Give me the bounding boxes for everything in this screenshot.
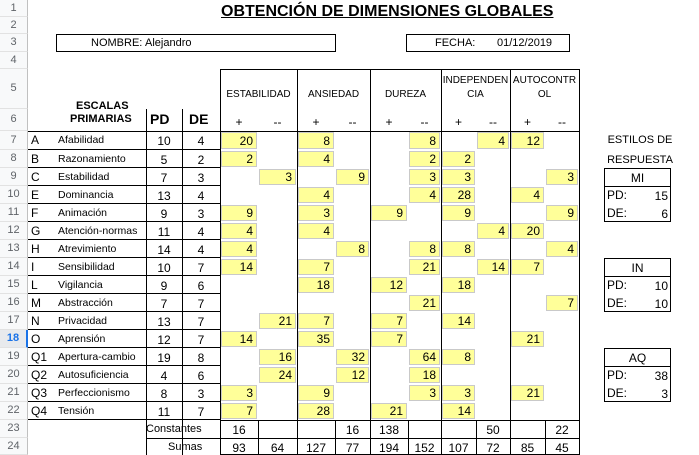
row-line [28, 185, 220, 186]
scale-name: Sensibilidad [58, 261, 115, 273]
value-cell[interactable]: 4 [409, 187, 440, 203]
pd-header: PD [150, 111, 170, 127]
row-line [28, 203, 220, 204]
de-value[interactable]: 7 [197, 297, 205, 311]
row-header[interactable]: 9 [0, 168, 28, 186]
style-de-value[interactable]: 3 [661, 387, 668, 401]
pd-value[interactable]: 9 [160, 279, 168, 293]
style-pd-value[interactable]: 10 [654, 279, 668, 293]
value-cell[interactable]: 9 [298, 385, 334, 401]
value-cell[interactable]: 21 [371, 403, 407, 419]
scale-name: Privacidad [58, 315, 108, 327]
pd-value[interactable]: 9 [160, 207, 168, 221]
row-line [28, 275, 220, 276]
style-pd-label: PD: [607, 188, 628, 202]
value-cell[interactable]: 7 [546, 295, 578, 311]
style-pd-value[interactable]: 38 [654, 369, 668, 383]
grid-line [220, 420, 580, 421]
row-header[interactable]: 23 [0, 420, 28, 438]
scale-name: Atrevimiento [58, 243, 117, 255]
value-cell[interactable]: 4 [221, 223, 257, 239]
style-pd-label: PD: [607, 278, 628, 292]
value-cell[interactable]: 12 [371, 277, 407, 293]
row-header[interactable]: 15 [0, 276, 28, 294]
styles-title: RESPUESTA [607, 154, 673, 166]
scale-code: H [31, 242, 40, 256]
row-line [28, 419, 220, 420]
constante-value[interactable]: 138 [378, 423, 400, 437]
value-cell[interactable]: 3 [298, 205, 334, 221]
value-cell[interactable]: 8 [442, 241, 475, 257]
minus-header: -- [558, 115, 566, 129]
scale-code: E [31, 188, 40, 202]
value-cell[interactable]: 7 [298, 313, 334, 329]
value-cell[interactable]: 3 [259, 169, 296, 185]
row-header[interactable]: 11 [0, 204, 28, 222]
group-header: AUTOCONTR [512, 75, 577, 86]
pd-value[interactable]: 10 [157, 261, 171, 275]
scale-code: B [31, 152, 40, 166]
de-value[interactable]: 8 [197, 351, 205, 365]
value-cell[interactable]: 7 [221, 403, 257, 419]
plus-header: + [235, 115, 243, 129]
value-cell[interactable]: 9 [221, 205, 257, 221]
pd-value[interactable]: 5 [160, 153, 168, 167]
row-line [28, 167, 220, 168]
row-line [28, 365, 220, 366]
scale-code: L [31, 278, 38, 292]
scale-code: Q4 [31, 404, 48, 418]
row-header[interactable]: 14 [0, 258, 28, 276]
value-cell[interactable]: 21 [511, 331, 544, 347]
plus-header: + [312, 115, 320, 129]
row-line [28, 383, 220, 384]
date-label: FECHA: [435, 37, 476, 49]
style-de-value[interactable]: 10 [654, 297, 668, 311]
value-cell[interactable]: 14 [477, 259, 509, 275]
pd-value[interactable]: 10 [157, 134, 171, 148]
scale-code: A [31, 133, 40, 147]
de-value[interactable]: 2 [197, 153, 205, 167]
suma-value[interactable]: 107 [448, 441, 469, 455]
scale-name: Abstracción [58, 297, 113, 309]
scale-code: Q2 [31, 368, 48, 382]
value-cell[interactable]: 2 [221, 151, 257, 167]
de-value[interactable]: 7 [197, 261, 205, 275]
row-line [28, 401, 220, 402]
row-header[interactable]: 24 [0, 438, 28, 455]
row-header[interactable]: 4 [0, 52, 28, 69]
suma-value[interactable]: 93 [232, 441, 246, 455]
value-cell[interactable]: 20 [221, 132, 257, 149]
row-header[interactable]: 3 [0, 34, 28, 52]
value-cell[interactable]: 8 [336, 241, 369, 257]
row-header[interactable]: 18 [0, 330, 28, 348]
style-name: MI [630, 171, 645, 185]
suma-value[interactable]: 64 [270, 441, 285, 455]
row-header[interactable]: 5 [0, 69, 28, 109]
suma-value[interactable]: 72 [486, 441, 500, 455]
style-pd-value[interactable]: 15 [654, 189, 668, 203]
value-cell[interactable]: 28 [298, 403, 334, 419]
constante-value[interactable]: 16 [232, 423, 246, 437]
value-cell[interactable]: 12 [511, 132, 544, 149]
de-value[interactable]: 3 [197, 171, 205, 185]
value-cell[interactable]: 14 [442, 313, 475, 329]
value-cell[interactable]: 4 [546, 241, 578, 257]
group-header: INDEPENDEN [442, 75, 509, 86]
value-cell[interactable]: 7 [371, 313, 407, 329]
de-header: DE [189, 111, 209, 127]
scale-name: Razonamiento [58, 153, 126, 165]
value-cell[interactable]: 7 [298, 259, 334, 275]
page-title: OBTENCIÓN DE DIMENSIONES GLOBALES [221, 3, 554, 20]
grid-line [146, 438, 580, 439]
scale-code: O [31, 332, 41, 346]
value-cell[interactable]: 64 [409, 349, 440, 365]
minus-header: -- [420, 115, 429, 129]
value-cell[interactable]: 3 [409, 169, 440, 185]
group-header: DUREZA [384, 89, 427, 100]
row-line [28, 221, 220, 222]
row-header[interactable]: 20 [0, 366, 28, 384]
value-cell[interactable]: 4 [477, 132, 509, 149]
value-cell[interactable]: 7 [371, 331, 407, 347]
group-header: OL [537, 89, 552, 100]
row-header[interactable]: 21 [0, 384, 28, 402]
row-header[interactable]: 1 [0, 0, 28, 17]
de-value[interactable]: 3 [197, 387, 205, 401]
scale-code: F [31, 206, 39, 220]
scales-header: ESCALAS [76, 100, 129, 112]
scale-code: G [31, 224, 41, 238]
value-cell[interactable]: 9 [336, 169, 369, 185]
minus-header: -- [489, 115, 497, 129]
value-cell[interactable]: 18 [442, 277, 475, 293]
value-cell[interactable]: 32 [336, 349, 369, 365]
de-value[interactable]: 7 [197, 315, 205, 329]
grid-line [604, 186, 671, 187]
value-cell[interactable]: 9 [442, 205, 475, 221]
value-cell[interactable]: 4 [221, 241, 257, 257]
pd-value[interactable]: 13 [157, 189, 171, 203]
scale-code: C [31, 170, 40, 184]
row-header[interactable]: 12 [0, 222, 28, 240]
value-cell[interactable]: 4 [298, 223, 334, 239]
value-cell[interactable]: 4 [511, 187, 544, 203]
value-cell[interactable]: 7 [511, 259, 544, 275]
pd-value[interactable]: 11 [157, 405, 171, 419]
pd-value[interactable]: 14 [157, 243, 171, 257]
pd-value[interactable]: 7 [160, 297, 168, 311]
value-cell[interactable]: 21 [409, 295, 440, 311]
row-line [28, 257, 220, 258]
value-cell[interactable]: 4 [298, 151, 334, 167]
group-header: ESTABILIDAD [226, 89, 291, 100]
row-header[interactable]: 22 [0, 402, 28, 420]
value-cell[interactable]: 3 [442, 169, 475, 185]
value-cell[interactable]: 8 [298, 132, 334, 149]
value-cell[interactable]: 4 [298, 187, 334, 203]
pd-value[interactable]: 7 [160, 171, 168, 185]
de-value[interactable]: 4 [197, 189, 205, 203]
row-line [28, 149, 220, 150]
style-de-label: DE: [607, 386, 628, 400]
row-header[interactable]: 2 [0, 17, 28, 34]
value-cell[interactable]: 3 [221, 385, 257, 401]
value-cell[interactable]: 24 [259, 367, 296, 383]
scale-name: Estabilidad [58, 171, 110, 183]
pd-value[interactable]: 8 [160, 387, 168, 401]
pd-value[interactable]: 11 [157, 225, 171, 239]
value-cell[interactable]: 21 [409, 259, 440, 275]
de-value[interactable]: 3 [197, 207, 205, 221]
constantes-label: Constantes [146, 423, 202, 435]
grid-line [579, 69, 580, 455]
value-cell[interactable]: 16 [259, 349, 296, 365]
value-cell[interactable]: 3 [409, 385, 440, 401]
value-cell[interactable]: 3 [546, 169, 578, 185]
de-value[interactable]: 4 [197, 225, 205, 239]
grid-line [220, 69, 580, 70]
de-value[interactable]: 7 [197, 405, 205, 419]
row-line [28, 293, 220, 294]
value-cell[interactable]: 14 [221, 259, 257, 275]
scale-name: Perfeccionismo [58, 387, 130, 399]
suma-value[interactable]: 152 [414, 441, 435, 455]
row-line [28, 329, 220, 330]
scale-name: Animación [58, 207, 108, 219]
scale-name: Aprensión [58, 333, 106, 345]
plus-header: + [454, 115, 462, 129]
value-cell[interactable]: 2 [409, 151, 440, 167]
suma-value[interactable]: 127 [305, 441, 327, 455]
scale-code: N [31, 314, 40, 328]
styles-title: ESTILOS DE [607, 134, 673, 146]
constante-value[interactable]: 50 [486, 423, 500, 437]
value-cell[interactable]: 4 [477, 223, 509, 239]
scale-code: M [31, 296, 41, 310]
value-cell[interactable]: 14 [221, 331, 257, 347]
plus-header: + [523, 115, 531, 129]
grid-line [604, 366, 671, 367]
row-header[interactable]: 13 [0, 240, 28, 258]
scale-code: Q3 [31, 386, 48, 400]
scale-name: Dominancia [58, 189, 114, 201]
group-header: CIA [467, 89, 484, 100]
scale-name: Afabilidad [58, 134, 105, 146]
grid-line [370, 69, 371, 455]
value-cell[interactable]: 35 [298, 331, 334, 347]
value-cell[interactable]: 18 [298, 277, 334, 293]
row-header[interactable]: 16 [0, 294, 28, 312]
name-label: NOMBRE: [91, 37, 143, 49]
grid-line [604, 276, 671, 277]
pd-value[interactable]: 19 [157, 351, 171, 365]
value-cell[interactable]: 8 [409, 132, 440, 149]
suma-value[interactable]: 194 [378, 441, 400, 455]
minus-header: -- [348, 115, 357, 129]
de-value[interactable]: 4 [197, 243, 205, 257]
name-value: Alejandro [145, 37, 192, 49]
scale-name: Apertura-cambio [58, 351, 136, 363]
pd-value[interactable]: 4 [160, 369, 168, 383]
row-header[interactable]: 8 [0, 150, 28, 168]
row-header[interactable]: 7 [0, 131, 28, 150]
constante-value[interactable]: 22 [555, 423, 569, 437]
suma-value[interactable]: 85 [520, 441, 535, 455]
scale-name: Autosuficiencia [58, 369, 129, 381]
de-value[interactable]: 6 [197, 369, 205, 383]
value-cell[interactable]: 12 [336, 367, 369, 383]
value-cell[interactable]: 20 [511, 223, 544, 239]
value-cell[interactable]: 2 [442, 151, 475, 167]
scale-code: Q1 [31, 350, 48, 364]
row-line [28, 347, 220, 348]
style-de-label: DE: [607, 206, 628, 220]
plus-header: + [385, 115, 393, 129]
group-header: ANSIEDAD [307, 89, 360, 100]
pd-value[interactable]: 13 [157, 315, 171, 329]
value-cell[interactable]: 21 [259, 313, 296, 329]
scale-name: Atención-normas [58, 225, 138, 237]
de-value[interactable]: 4 [197, 134, 205, 148]
style-pd-label: PD: [607, 368, 628, 382]
constante-value[interactable]: 16 [345, 423, 360, 437]
row-line [28, 239, 220, 240]
de-value[interactable]: 7 [197, 333, 205, 347]
style-de-label: DE: [607, 296, 628, 310]
minus-header: -- [273, 115, 282, 129]
value-cell[interactable]: 21 [511, 385, 544, 401]
scale-name: Vigilancia [58, 279, 103, 291]
suma-value[interactable]: 45 [555, 441, 569, 455]
row-header[interactable]: 6 [0, 109, 28, 131]
value-cell[interactable]: 9 [546, 205, 578, 221]
scale-name: Tensión [58, 405, 95, 417]
value-cell[interactable]: 8 [409, 241, 440, 257]
suma-value[interactable]: 77 [345, 441, 360, 455]
scale-code: I [31, 260, 35, 274]
sumas-label: Sumas [168, 441, 203, 453]
row-header[interactable]: 19 [0, 348, 28, 366]
value-cell[interactable]: 18 [409, 367, 440, 383]
date-value: 01/12/2019 [497, 37, 553, 49]
style-name: AQ [628, 351, 647, 365]
style-de-value[interactable]: 6 [661, 207, 668, 221]
de-value[interactable]: 6 [197, 279, 205, 293]
scales-header: PRIMARIAS [70, 113, 132, 125]
value-cell[interactable]: 8 [442, 349, 475, 365]
row-header[interactable]: 10 [0, 186, 28, 204]
value-cell[interactable]: 3 [442, 385, 475, 401]
value-cell[interactable]: 28 [442, 187, 475, 203]
row-header[interactable]: 17 [0, 312, 28, 330]
grid-line [28, 131, 220, 132]
value-cell[interactable]: 9 [371, 205, 407, 221]
value-cell[interactable]: 14 [442, 403, 475, 419]
style-name: IN [631, 261, 644, 275]
row-line [28, 311, 220, 312]
pd-value[interactable]: 12 [157, 333, 171, 347]
